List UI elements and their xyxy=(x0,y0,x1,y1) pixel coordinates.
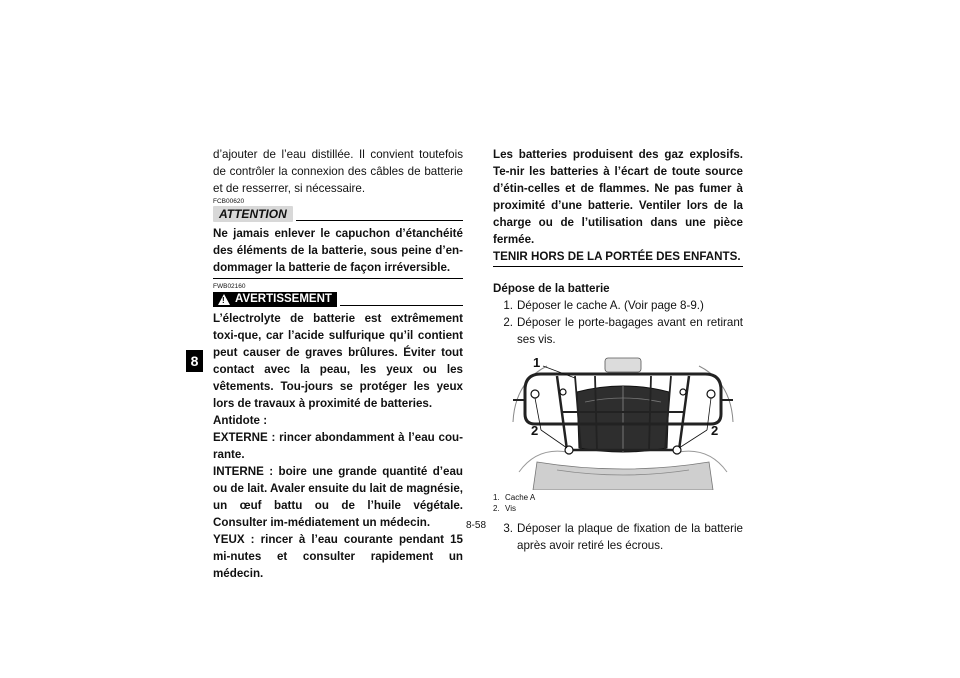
warning-label: AVERTISSEMENT xyxy=(235,293,332,305)
intro-paragraph: d’ajouter de l’eau distillée. Il convient toutefois de contrôler la connexion des câbles de batterie et de resserrer, si nécessaire. xyxy=(213,148,463,195)
warning-header xyxy=(213,291,463,307)
divider xyxy=(340,305,463,306)
antidote-externe: EXTERNE : rincer abondamment à l’eau cou-rante. xyxy=(213,431,463,461)
attention-header xyxy=(213,206,463,222)
divider xyxy=(296,220,463,221)
steps-list xyxy=(493,297,743,348)
list-item: 1. Déposer le cache A. (Voir page 8-9.) xyxy=(503,299,704,312)
warning-children: TENIR HORS DE LA PORTÉE DES ENFANTS. xyxy=(493,250,741,263)
attention-text: Ne jamais enlever le capuchon d’étanchéité des éléments de la batterie, sous peine d’en-dommager la batterie de façon irréversible. xyxy=(213,227,463,274)
section-tab: 8 xyxy=(186,350,203,372)
figure-label-2-right: 2 xyxy=(711,423,719,438)
attention-code: FCB00620 xyxy=(213,198,245,205)
steps-list-continued xyxy=(493,520,743,554)
divider xyxy=(493,266,743,267)
antidote-interne: INTERNE : boire une grande quantité d’eau ou de lait. Avaler ensuite du lait de magnésie, un œuf battu ou de l’huile végétale. Consulter im-médiatement un médecin. xyxy=(213,465,463,529)
rack-figure xyxy=(507,352,739,490)
list-item: 3. Déposer la plaque de fixation de la batterie après avoir retiré les écrous. xyxy=(503,522,743,552)
figure-label-2-left: 2 xyxy=(531,423,539,438)
caption-item: 1. Cache A xyxy=(493,493,536,502)
warning-continued: Les batteries produisent des gaz explosifs. Te-nir les batteries à l’écart de toute source d’étin-celles et de flammes. Ne pas fumer à proximité d’une batterie. Ventiler lors de la charge ou de l’utilisation dans une pièce fermée. xyxy=(493,148,743,246)
rack-illustration xyxy=(507,352,739,490)
page-number: 8-58 xyxy=(466,520,487,531)
caption-item: 2. Vis xyxy=(493,504,516,513)
divider xyxy=(213,278,463,279)
figure-captions xyxy=(493,492,743,514)
attention-label: ATTENTION xyxy=(213,206,293,222)
right-column xyxy=(493,146,743,554)
antidote-title: Antidote : xyxy=(213,414,268,427)
warning-badge xyxy=(213,292,337,307)
warning-triangle-icon: ! xyxy=(218,294,230,305)
antidote-yeux: YEUX : rincer à l’eau courante pendant 15 mi-nutes et consulter rapidement un médecin. xyxy=(213,533,463,580)
section-title: Dépose de la batterie xyxy=(493,282,610,295)
figure-label-1: 1 xyxy=(533,355,541,370)
warning-code: FWB02160 xyxy=(213,283,246,290)
list-item: 2. Déposer le porte-bagages avant en retirant ses vis. xyxy=(503,316,743,346)
warning-text: L’électrolyte de batterie est extrêmement toxi-que, car l’acide sulfurique qu’il contient peut causer de graves brûlures. Éviter tout contact avec la peau, les yeux ou les vêtements. Tou-jours se protéger les yeux lors de travaux à proximité de batteries. xyxy=(213,312,463,410)
left-column xyxy=(213,146,463,582)
